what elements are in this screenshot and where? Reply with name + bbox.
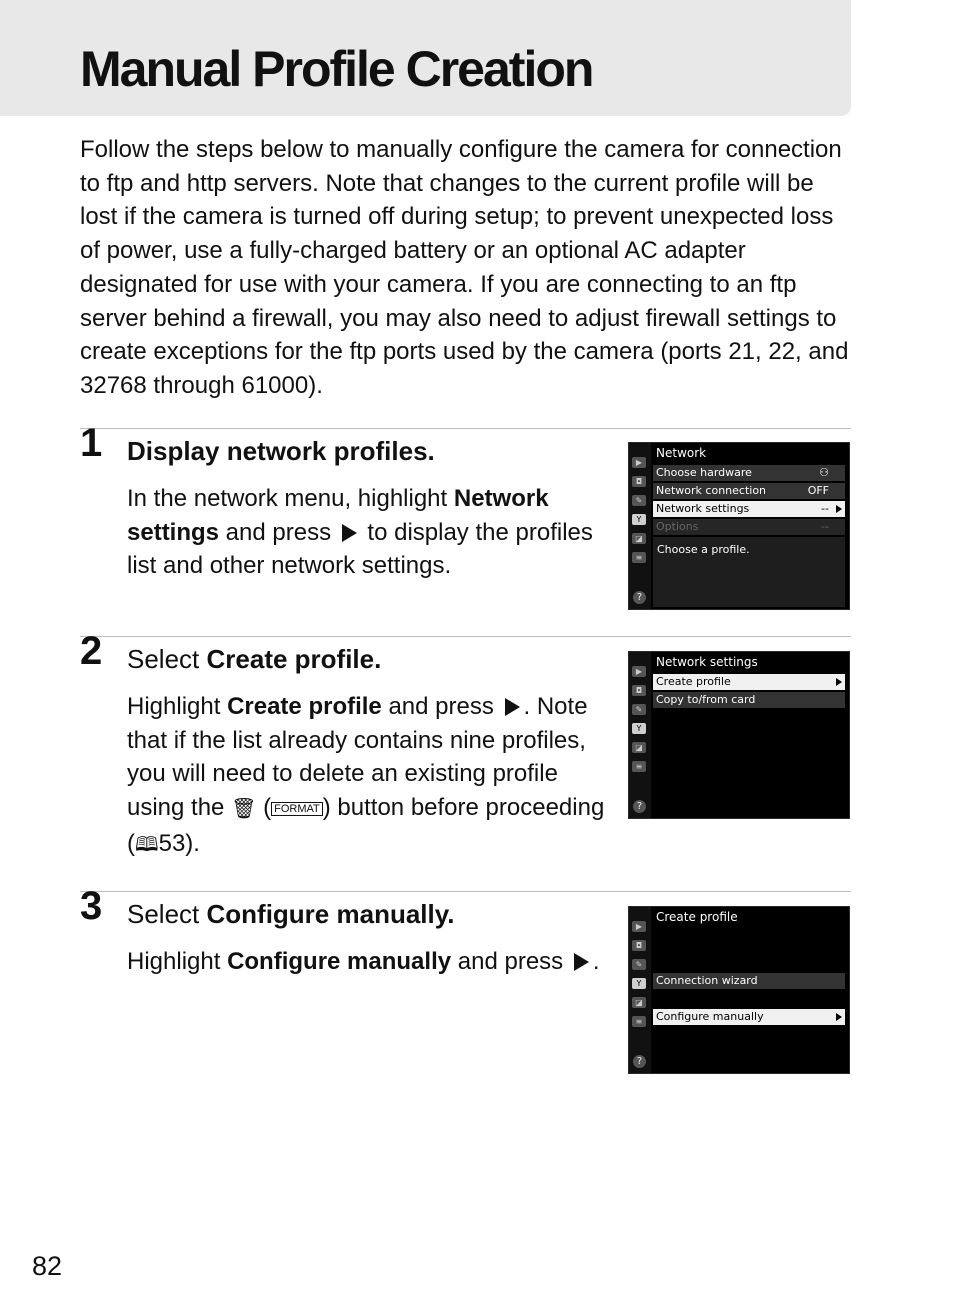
menu-tabs	[629, 907, 651, 1073]
my-menu-icon: ≡	[632, 552, 646, 563]
step-2	[80, 629, 851, 881]
pencil-icon: ✎	[632, 959, 646, 970]
page-title: Manual Profile Creation	[80, 41, 593, 97]
screen-title: Network	[656, 446, 707, 460]
right-arrow-icon	[505, 698, 520, 716]
camera-screen-network	[628, 442, 850, 610]
right-arrow-icon	[574, 953, 589, 971]
menu-row: Connection wizard	[653, 973, 845, 989]
retouch-icon: ◪	[632, 997, 646, 1008]
help-message: Choose a profile.	[657, 543, 750, 556]
step-body: Highlight Configure manually and press .	[127, 948, 600, 975]
pencil-icon: ✎	[632, 495, 646, 506]
step-heading: Select Configure manually.	[127, 899, 455, 929]
book-icon: 🕮	[135, 833, 159, 856]
step-1	[80, 421, 851, 625]
step-number: 1	[80, 421, 103, 465]
menu-tabs	[629, 652, 651, 818]
camera-screen-network-settings	[628, 651, 850, 819]
screen-title: Create profile	[656, 910, 738, 924]
right-arrow-icon	[342, 524, 357, 542]
menu-row: Network connection OFF	[653, 483, 845, 499]
intro-paragraph: Follow the steps below to manually configure the camera for connection to ftp and http servers. Note that changes to the current profile will be lost if the camera is turned off during setup; to prevent unexpected loss of power, use a fully-charged battery or an optional AC adapter designated for use with your camera. If you are connecting to an ftp server behind a firewall, you may also need to adjust firewall settings to create exceptions for the ftp ports used by the camera (ports 21, 22, and 32768 through 61000).	[80, 136, 849, 399]
menu-row-disabled: Options --	[653, 519, 845, 535]
menu-row: Copy to/from card	[653, 692, 845, 708]
page-number: 82	[32, 1251, 63, 1281]
pencil-icon: ✎	[632, 704, 646, 715]
menu-row-highlighted: Configure manually	[653, 1009, 845, 1025]
playback-icon: ▶	[632, 666, 646, 677]
camera-icon: ◘	[632, 940, 646, 951]
retouch-icon: ◪	[632, 533, 646, 544]
step-body: Highlight Create profile and press . Note that if the list already contains nine profiles, you will need to delete an existing profile using the 🗑 ( FORMAT ) button before proceeding (🕮53).	[127, 693, 605, 857]
camera-screen-create-profile	[628, 906, 850, 1074]
wrench-icon: Y	[632, 723, 646, 734]
trash-icon: 🗑	[231, 798, 257, 821]
right-arrow-icon	[836, 1013, 842, 1021]
step-number: 2	[80, 629, 103, 673]
camera-icon: ◘	[632, 685, 646, 696]
my-menu-icon: ≡	[632, 761, 646, 772]
step-heading: Display network profiles.	[127, 436, 435, 466]
screen-title: Network settings	[656, 655, 758, 669]
menu-row: Choose hardware ⚇	[653, 465, 845, 481]
right-arrow-icon	[836, 505, 842, 513]
menu-row-highlighted: Create profile	[653, 674, 845, 690]
format-icon: FORMAT	[271, 802, 323, 816]
my-menu-icon: ≡	[632, 1016, 646, 1027]
playback-icon: ▶	[632, 921, 646, 932]
playback-icon: ▶	[632, 457, 646, 468]
step-3	[80, 884, 851, 1092]
menu-tabs	[629, 443, 651, 609]
step-body: In the network menu, highlight Network settings and press to display the profiles list and other network settings.	[127, 485, 593, 580]
help-icon: ?	[633, 800, 646, 813]
menu-row-highlighted: Network settings --	[653, 501, 845, 517]
wrench-icon: Y	[632, 514, 646, 525]
help-icon: ?	[633, 591, 646, 604]
retouch-icon: ◪	[632, 742, 646, 753]
right-arrow-icon	[836, 678, 842, 686]
help-icon: ?	[633, 1055, 646, 1068]
step-number: 3	[80, 884, 103, 928]
wrench-icon: Y	[632, 978, 646, 989]
step-heading: Select Create profile.	[127, 644, 382, 674]
camera-icon: ◘	[632, 476, 646, 487]
